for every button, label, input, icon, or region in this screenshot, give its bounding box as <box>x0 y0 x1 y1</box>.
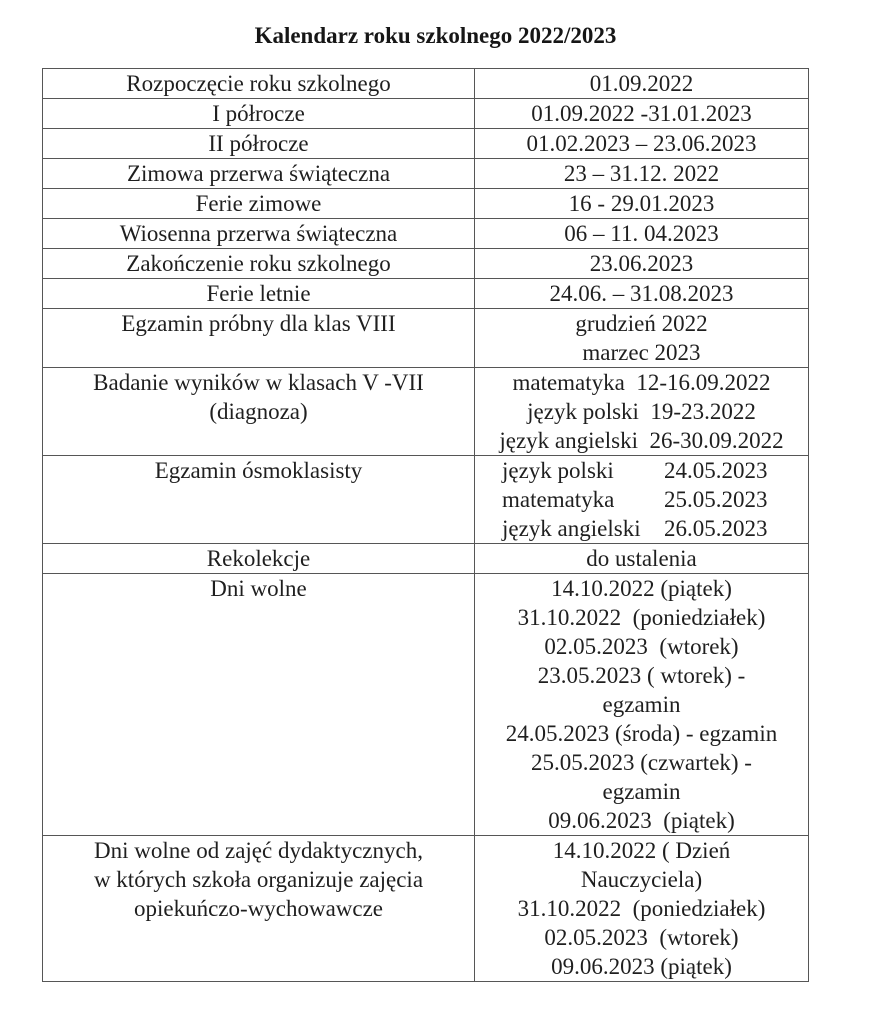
event-name-line: opiekuńczo-wychowawcze <box>133 896 384 921</box>
event-name-line: Zakończenie roku szkolnego <box>126 251 391 276</box>
event-name-cell <box>43 456 475 544</box>
exam-subject-date-line <box>478 485 805 514</box>
event-date-line: 01.09.2022 -31.01.2023 <box>531 101 752 126</box>
event-date-line: 31.10.2022 (poniedziałek) <box>517 605 766 630</box>
event-name-line: Dni wolne <box>210 576 307 601</box>
table-row <box>43 129 809 159</box>
event-date-line: 31.10.2022 (poniedziałek) <box>517 896 766 921</box>
table-row <box>43 279 809 309</box>
event-name-cell <box>43 99 475 129</box>
event-date-line: 02.05.2023 (wtorek) <box>544 925 739 950</box>
event-date-line: 23.05.2023 ( wtorek) - <box>537 663 746 688</box>
event-date-line: grudzień 2022 <box>575 311 708 336</box>
event-date-line: 23 – 31.12. 2022 <box>563 161 720 186</box>
event-date-line: 14.10.2022 (piątek) <box>551 576 732 601</box>
table-row <box>43 189 809 219</box>
event-date-cell <box>475 456 809 544</box>
event-date-line: 01.02.2023 – 23.06.2023 <box>526 131 757 156</box>
event-date-line: 25.05.2023 (czwartek) - <box>531 750 752 775</box>
table-row <box>43 574 809 836</box>
event-name-line: Ferie letnie <box>206 281 311 306</box>
event-name-line: Rekolekcje <box>206 546 311 571</box>
exam-subject-label: język polski <box>502 458 614 483</box>
event-name-cell <box>43 279 475 309</box>
event-date-cell <box>475 189 809 219</box>
event-date-cell <box>475 544 809 574</box>
event-name-cell <box>43 368 475 456</box>
exam-subject-date-line <box>478 514 805 543</box>
table-row <box>43 99 809 129</box>
event-date-cell <box>475 159 809 189</box>
event-name-cell <box>43 544 475 574</box>
event-date-line: matematyka 12-16.09.2022 <box>512 370 771 395</box>
event-date-line: język angielski 26-30.09.2022 <box>499 428 784 453</box>
event-name-cell <box>43 574 475 836</box>
event-date-cell <box>475 279 809 309</box>
event-name-line: Egzamin próbny dla klas VIII <box>121 311 396 336</box>
event-name-cell <box>43 836 475 982</box>
event-date-line: 24.06. – 31.08.2023 <box>549 281 734 306</box>
event-name-cell <box>43 309 475 368</box>
table-row <box>43 836 809 982</box>
event-name-cell <box>43 159 475 189</box>
event-date-cell <box>475 574 809 836</box>
school-year-calendar-table <box>42 68 809 982</box>
table-row <box>43 159 809 189</box>
event-date-cell <box>475 368 809 456</box>
event-date-line: 01.09.2022 <box>589 71 694 96</box>
event-name-line: II półrocze <box>208 131 309 156</box>
event-date-line: 09.06.2023 (piątek) <box>551 954 732 979</box>
event-date-line: do ustalenia <box>586 546 697 571</box>
table-row <box>43 309 809 368</box>
page-title: Kalendarz roku szkolnego 2022/2023 <box>254 23 617 48</box>
event-name-cell <box>43 69 475 99</box>
calendar-table-body <box>43 69 809 982</box>
event-date-line: język polski 19-23.2022 <box>527 399 756 424</box>
event-name-line: Badanie wyników w klasach V -VII <box>93 370 424 395</box>
table-row <box>43 219 809 249</box>
event-date-line: egzamin <box>602 692 681 717</box>
event-date-cell <box>475 99 809 129</box>
event-date-line: 09.06.2023 (piątek) <box>548 808 735 833</box>
event-date-cell <box>475 836 809 982</box>
event-date-line: egzamin <box>602 779 681 804</box>
exam-date: 24.05.2023 <box>664 458 768 483</box>
event-name-line: I półrocze <box>212 101 305 126</box>
event-date-cell <box>475 129 809 159</box>
event-name-line: (diagnoza) <box>209 399 308 424</box>
event-date-cell <box>475 249 809 279</box>
event-date-line: Nauczyciela) <box>580 867 703 892</box>
table-row <box>43 69 809 99</box>
event-name-cell <box>43 129 475 159</box>
event-name-line: Dni wolne od zajęć dydaktycznych, <box>94 838 423 863</box>
event-date-line: 06 – 11. 04.2023 <box>564 221 719 246</box>
event-date-line: 14.10.2022 ( Dzień <box>552 838 731 863</box>
event-date-cell <box>475 219 809 249</box>
event-name-line: Wiosenna przerwa świąteczna <box>119 221 398 246</box>
event-name-line: Egzamin ósmoklasisty <box>154 458 363 483</box>
table-row <box>43 368 809 456</box>
event-date-line: 24.05.2023 (środa) - egzamin <box>505 721 778 746</box>
exam-date: 26.05.2023 <box>664 516 768 541</box>
event-date-line: marzec 2023 <box>582 340 701 365</box>
event-name-cell <box>43 189 475 219</box>
event-date-line: 02.05.2023 (wtorek) <box>544 634 739 659</box>
event-date-cell <box>475 69 809 99</box>
event-date-line: 23.06.2023 <box>589 251 694 276</box>
event-name-line: Zimowa przerwa świąteczna <box>126 161 391 186</box>
event-name-line: w których szkoła organizuje zajęcia <box>93 867 424 892</box>
event-name-line: Rozpoczęcie roku szkolnego <box>126 71 391 96</box>
table-row <box>43 249 809 279</box>
event-name-cell <box>43 249 475 279</box>
exam-subject-label: matematyka <box>502 487 615 512</box>
exam-subject-label: język angielski <box>502 516 641 541</box>
exam-date: 25.05.2023 <box>664 487 768 512</box>
exam-subject-date-line <box>478 456 805 485</box>
table-row <box>43 456 809 544</box>
event-name-line: Ferie zimowe <box>195 191 322 216</box>
event-name-cell <box>43 219 475 249</box>
event-date-cell <box>475 309 809 368</box>
table-row <box>43 544 809 574</box>
event-date-line: 16 - 29.01.2023 <box>568 191 715 216</box>
